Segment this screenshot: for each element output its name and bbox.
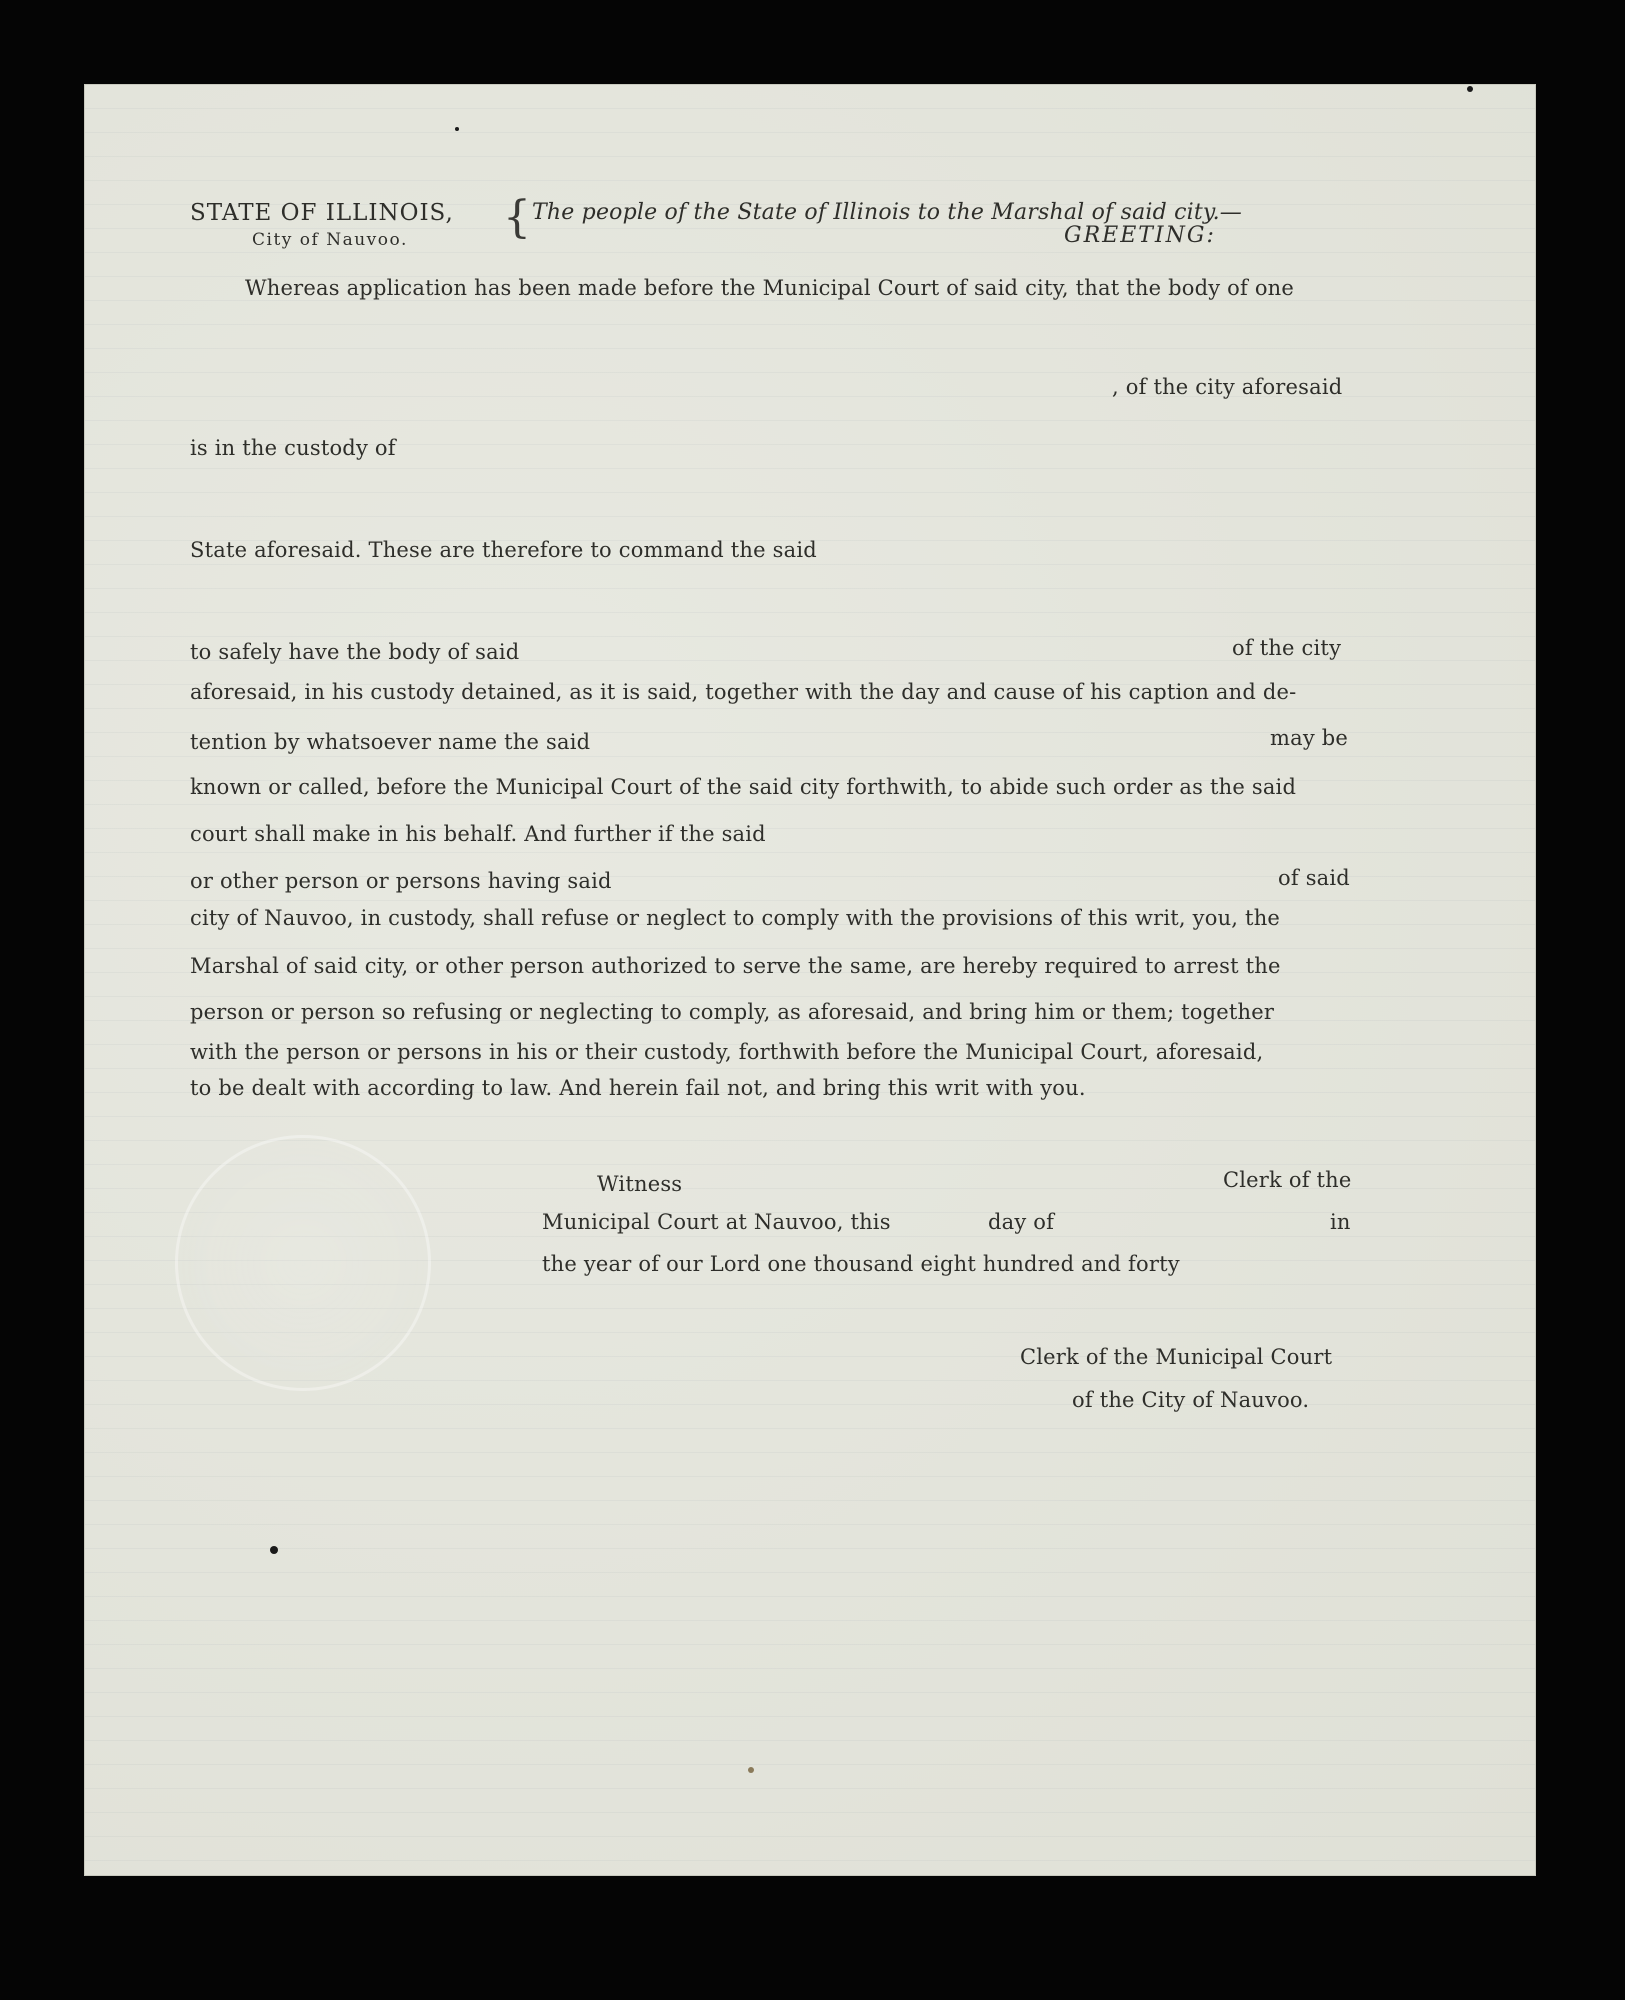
ink-speck: [270, 1546, 278, 1554]
greeting: GREETING:: [1064, 223, 1216, 248]
city-heading: City of Nauvoo.: [252, 230, 408, 250]
body-line-2: , of the city aforesaid: [1112, 375, 1343, 399]
body-line-8: known or called, before the Municipal Court of the said city forthwith, to abide such order as the said: [190, 775, 1297, 799]
header-brace: {: [503, 192, 531, 243]
body-line-10b: of said: [1278, 866, 1350, 890]
body-line-12: Marshal of said city, or other person authorized to serve the same, are hereby required to arrest the: [190, 954, 1281, 978]
year-line: the year of our Lord one thousand eight hundred and forty: [542, 1252, 1180, 1276]
state-heading: STATE OF ILLINOIS,: [190, 200, 454, 226]
day-of-label: day of: [988, 1210, 1055, 1234]
body-line-5b: of the city: [1232, 636, 1342, 660]
municipal-court-line: Municipal Court at Nauvoo, this: [542, 1210, 891, 1234]
body-line-10a: or other person or persons having said: [190, 869, 612, 893]
body-line-1: Whereas application has been made before the Municipal Court of said city, that the body of one: [245, 276, 1295, 300]
body-line-15: to be dealt with according to law. And herein fail not, and bring this writ with you.: [190, 1076, 1086, 1100]
body-line-6: aforesaid, in his custody detained, as it is said, together with the day and cause of his caption and de-: [190, 680, 1297, 704]
signature-line-1: Clerk of the Municipal Court: [1020, 1345, 1333, 1369]
body-line-13: person or person so refusing or neglecting to comply, as aforesaid, and bring him or them; together: [190, 1000, 1275, 1024]
body-line-11: city of Nauvoo, in custody, shall refuse or neglect to comply with the provisions of this writ, you, the: [190, 906, 1281, 930]
ink-speck: [748, 1767, 754, 1773]
body-line-4: State aforesaid. These are therefore to command the said: [190, 538, 817, 562]
ink-speck: [455, 127, 459, 131]
body-line-7a: tention by whatsoever name the said: [190, 730, 591, 754]
body-line-9: court shall make in his behalf. And further if the said: [190, 822, 766, 846]
body-line-3: is in the custody of: [190, 436, 396, 460]
signature-line-2: of the City of Nauvoo.: [1072, 1388, 1310, 1412]
witness-label: Witness: [597, 1172, 683, 1196]
ink-speck: [1467, 86, 1473, 92]
in-label: in: [1330, 1210, 1351, 1234]
document-page: [85, 85, 1535, 1875]
clerk-of-the: Clerk of the: [1223, 1168, 1352, 1192]
body-line-14: with the person or persons in his or their custody, forthwith before the Municipal Court, aforesaid,: [190, 1040, 1264, 1064]
embossed-seal: [175, 1135, 431, 1391]
body-line-5a: to safely have the body of said: [190, 640, 520, 664]
people-address: The people of the State of Illinois to the Marshal of said city.—: [532, 200, 1242, 225]
body-line-7b: may be: [1270, 726, 1349, 750]
